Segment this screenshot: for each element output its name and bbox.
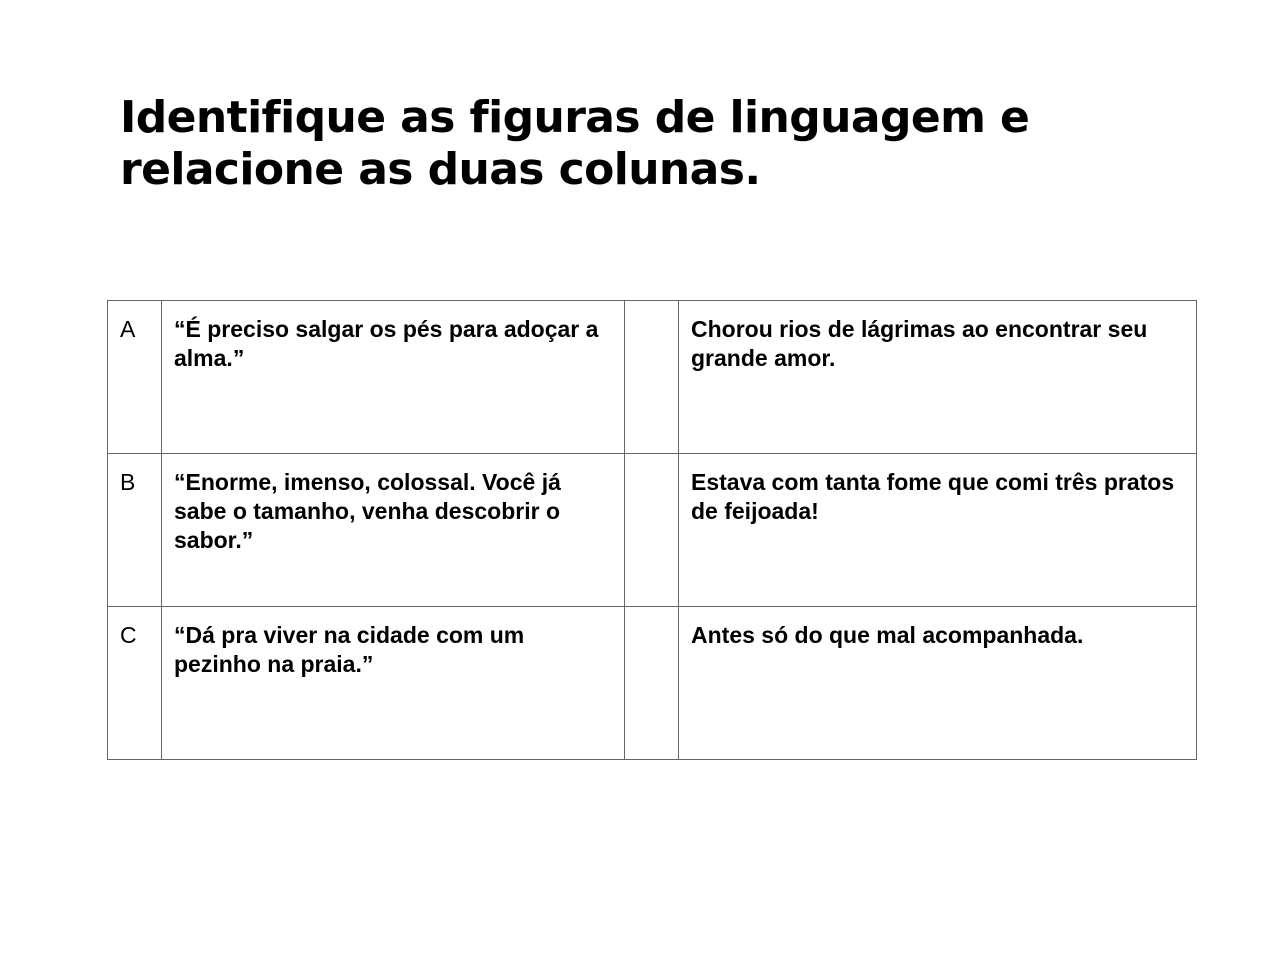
example-sentence: Chorou rios de lágrimas ao encontrar seu grande amor.: [679, 301, 1197, 454]
example-sentence: Estava com tanta fome que comi três pratos de feijoada!: [679, 454, 1197, 607]
figure-quote: “Enorme, imenso, colossal. Você já sabe o tamanho, venha descobrir o sabor.”: [162, 454, 625, 607]
answer-cell[interactable]: [625, 301, 679, 454]
page-title: Identifique as figuras de linguagem e relacione as duas colunas.: [120, 92, 1030, 195]
matching-table: [107, 300, 1197, 760]
answer-cell[interactable]: [625, 607, 679, 760]
answer-cell[interactable]: [625, 454, 679, 607]
table-row: [108, 454, 1197, 607]
table-row: [108, 607, 1197, 760]
row-letter: B: [108, 454, 162, 607]
figure-quote: “É preciso salgar os pés para adoçar a alma.”: [162, 301, 625, 454]
example-sentence: Antes só do que mal acompanhada.: [679, 607, 1197, 760]
table-row: [108, 301, 1197, 454]
row-letter: A: [108, 301, 162, 454]
figure-quote: “Dá pra viver na cidade com um pezinho na praia.”: [162, 607, 625, 760]
row-letter: C: [108, 607, 162, 760]
